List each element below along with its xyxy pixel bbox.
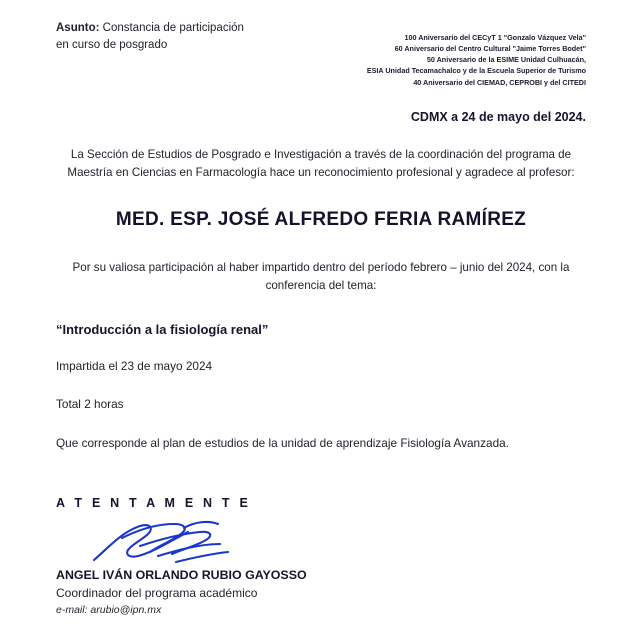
anniversary-line: 60 Aniversario del Centro Cultural "Jaime Torres Bodet" [394,44,586,54]
conference-topic: “Introducción a la fisiología renal” [56,321,269,337]
honoree-name: MED. ESP. JOSÉ ALFREDO FERIA RAMÍREZ [115,208,527,230]
anniversary-line: 100 Aniversario del CECyT 1 "Gonzalo Vázquez Vela" [404,33,586,42]
signature-icon [88,516,248,572]
reason-paragraph: Por su valiosa participación al haber impartido dentro del período febrero – junio del 2024, con la conferencia del tema: [72,260,570,293]
closing-line: A T E N T A M E N T E [56,495,251,510]
date-given: Impartida el 23 de mayo 2024 [56,358,213,373]
subject-text-line2: en curso de posgrado [56,38,168,51]
signature-area [56,528,586,574]
total-hours: Total 2 horas [56,397,124,412]
plan-note: Que corresponde al plan de estudios de la unidad de aprendizaje Fisiología Avanzada. [56,435,509,450]
anniversary-line: 50 Aniversario de la ESIME Unidad Culhuacán, [426,55,586,65]
subject-label: Asunto: [56,22,100,34]
intro-paragraph: La Sección de Estudios de Posgrado e Investigación a través de la coordinación del programa de Maestría en Ciencias en Farmacología hace un reconocimiento profesional y agradece al profesor: [67,147,575,180]
document-content [56,20,586,616]
signer-role: Coordinador del programa académico [56,585,258,600]
place-and-date: CDMX a 24 de mayo del 2024. [410,109,586,124]
subject-text: Constancia de participación [102,22,244,34]
signer-name: ANGEL IVÁN ORLANDO RUBIO GAYOSSO [56,567,307,582]
signer-email: e-mail: arubio@ipn.mx [56,603,162,616]
anniversary-line: ESIA Unidad Tecamachalco y de la Escuela Superior de Turismo [366,66,586,76]
anniversary-line: 40 Aniversario del CIEMAD, CEPROBI y del CITEDI [413,77,586,87]
subject-block [56,20,306,53]
document-header [56,20,586,88]
anniversaries-block [331,20,586,88]
